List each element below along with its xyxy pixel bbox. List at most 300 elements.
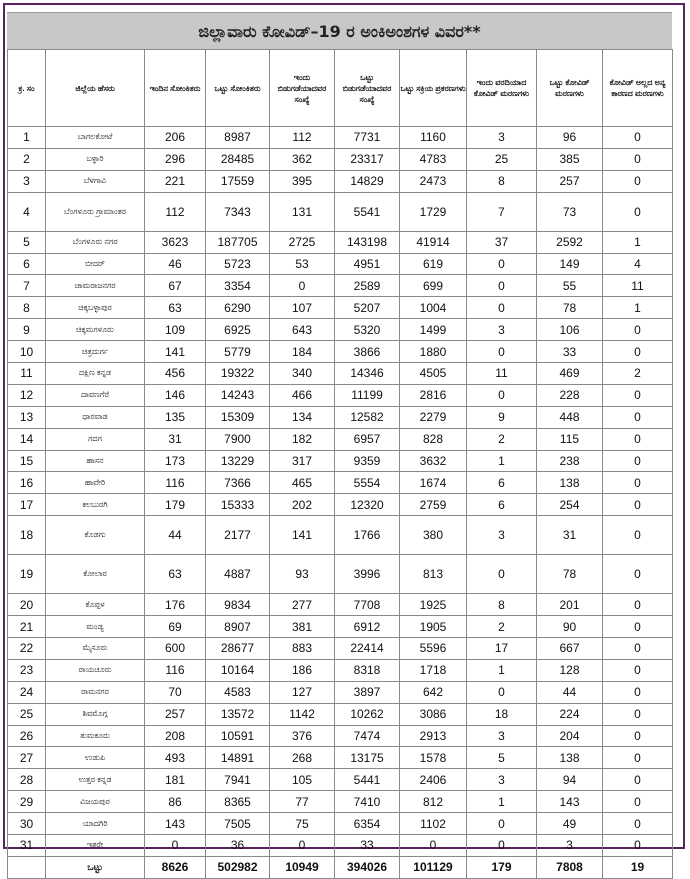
cell-active-cases: 1160 [400, 127, 467, 149]
cell-active-cases: 41914 [400, 231, 467, 253]
cell-today-deaths: 6 [467, 494, 537, 516]
cell-total-cases: 187705 [206, 231, 270, 253]
cell-serial: 25 [8, 703, 46, 725]
cell-active-cases: 1729 [400, 192, 467, 231]
cell-serial: 11 [8, 363, 46, 385]
header-row [8, 50, 673, 127]
cell-total-discharged: 7474 [335, 725, 400, 747]
total-serial [8, 856, 46, 878]
cell-today-deaths: 0 [467, 681, 537, 703]
cell-total-deaths: 128 [537, 659, 603, 681]
cell-today-cases: 173 [145, 450, 206, 472]
cell-total-cases: 7343 [206, 192, 270, 231]
cell-today-deaths: 0 [467, 253, 537, 275]
cell-district: ಬೆಂಗಳೂರು ಗ್ರಾಮಾಂತರ [46, 192, 145, 231]
cell-today-deaths: 0 [467, 813, 537, 835]
cell-today-discharged: 182 [270, 428, 335, 450]
cell-total-cases: 28485 [206, 148, 270, 170]
cell-total-cases: 28677 [206, 638, 270, 660]
cell-total-cases: 6290 [206, 297, 270, 319]
cell-district: ಬಾಗಲಕೋಟೆ [46, 127, 145, 149]
cell-total-deaths: 254 [537, 494, 603, 516]
cell-serial: 1 [8, 127, 46, 149]
cell-district: ಹಾಸನ [46, 450, 145, 472]
cell-total-cases: 17559 [206, 170, 270, 192]
cell-total-cases: 15309 [206, 406, 270, 428]
cell-total-deaths: 149 [537, 253, 603, 275]
cell-serial: 17 [8, 494, 46, 516]
cell-today-cases: 143 [145, 813, 206, 835]
cell-today-discharged: 77 [270, 791, 335, 813]
cell-non-covid-deaths: 0 [603, 638, 673, 660]
cell-today-discharged: 202 [270, 494, 335, 516]
table-row [8, 725, 673, 747]
col-today-deaths: ಇಂದು ವರದಿಯಾದ ಕೋವಿಡ್ ಮರಣಗಳು [467, 50, 537, 127]
cell-today-cases: 86 [145, 791, 206, 813]
cell-total-discharged: 7410 [335, 791, 400, 813]
district-covid-table [7, 49, 673, 879]
cell-serial: 14 [8, 428, 46, 450]
col-total-cases: ಒಟ್ಟು ಸೋಂಕಿತರು [206, 50, 270, 127]
cell-serial: 21 [8, 616, 46, 638]
cell-today-deaths: 6 [467, 472, 537, 494]
cell-total-discharged: 4951 [335, 253, 400, 275]
cell-total-discharged: 13175 [335, 747, 400, 769]
cell-total-discharged: 6354 [335, 813, 400, 835]
cell-active-cases: 5596 [400, 638, 467, 660]
cell-today-deaths: 0 [467, 835, 537, 857]
cell-today-cases: 116 [145, 472, 206, 494]
cell-today-deaths: 0 [467, 341, 537, 363]
total-today-cases: 8626 [145, 856, 206, 878]
cell-serial: 31 [8, 835, 46, 857]
cell-total-discharged: 5207 [335, 297, 400, 319]
col-district: ಜಿಲ್ಲೆಯ ಹೆಸರು [46, 50, 145, 127]
cell-today-deaths: 3 [467, 769, 537, 791]
cell-today-deaths: 37 [467, 231, 537, 253]
cell-total-deaths: 138 [537, 472, 603, 494]
cell-total-discharged: 23317 [335, 148, 400, 170]
cell-non-covid-deaths: 0 [603, 769, 673, 791]
cell-today-deaths: 1 [467, 659, 537, 681]
cell-district: ಗದಗ [46, 428, 145, 450]
table-row [8, 769, 673, 791]
cell-active-cases: 642 [400, 681, 467, 703]
cell-today-cases: 0 [145, 835, 206, 857]
cell-total-discharged: 1766 [335, 516, 400, 555]
col-total-discharged: ಒಟ್ಟು ಬಿಡುಗಡೆಯಾದವರ ಸಂಖ್ಯೆ [335, 50, 400, 127]
table-row [8, 384, 673, 406]
cell-today-cases: 67 [145, 275, 206, 297]
cell-district: ದಾವಣಗೆರೆ [46, 384, 145, 406]
table-row [8, 406, 673, 428]
cell-non-covid-deaths: 0 [603, 406, 673, 428]
cell-district: ಕಲಬುರಗಿ [46, 494, 145, 516]
cell-total-cases: 6925 [206, 319, 270, 341]
cell-non-covid-deaths: 0 [603, 594, 673, 616]
cell-serial: 16 [8, 472, 46, 494]
cell-total-cases: 10164 [206, 659, 270, 681]
cell-today-discharged: 340 [270, 363, 335, 385]
cell-today-cases: 146 [145, 384, 206, 406]
cell-non-covid-deaths: 0 [603, 127, 673, 149]
cell-today-discharged: 93 [270, 555, 335, 594]
cell-today-discharged: 268 [270, 747, 335, 769]
cell-serial: 6 [8, 253, 46, 275]
cell-total-deaths: 106 [537, 319, 603, 341]
cell-serial: 27 [8, 747, 46, 769]
cell-total-discharged: 3866 [335, 341, 400, 363]
cell-district: ರಾಯಚೂರು [46, 659, 145, 681]
cell-today-cases: 181 [145, 769, 206, 791]
cell-total-deaths: 448 [537, 406, 603, 428]
cell-district: ಚಿಕ್ಕಮಗಳೂರು [46, 319, 145, 341]
cell-today-deaths: 5 [467, 747, 537, 769]
cell-active-cases: 828 [400, 428, 467, 450]
cell-today-deaths: 18 [467, 703, 537, 725]
cell-active-cases: 3086 [400, 703, 467, 725]
cell-total-cases: 14891 [206, 747, 270, 769]
cell-total-deaths: 238 [537, 450, 603, 472]
cell-today-cases: 456 [145, 363, 206, 385]
cell-today-deaths: 17 [467, 638, 537, 660]
table-row [8, 472, 673, 494]
cell-total-discharged: 5554 [335, 472, 400, 494]
cell-today-discharged: 465 [270, 472, 335, 494]
cell-total-cases: 13572 [206, 703, 270, 725]
col-serial: ಕ್ರ. ಸಂ [8, 50, 46, 127]
cell-today-cases: 112 [145, 192, 206, 231]
cell-total-deaths: 94 [537, 769, 603, 791]
cell-today-cases: 296 [145, 148, 206, 170]
cell-total-discharged: 8318 [335, 659, 400, 681]
cell-active-cases: 1925 [400, 594, 467, 616]
cell-non-covid-deaths: 0 [603, 472, 673, 494]
total-active-cases: 101129 [400, 856, 467, 878]
cell-today-deaths: 1 [467, 450, 537, 472]
cell-total-deaths: 78 [537, 297, 603, 319]
cell-today-discharged: 112 [270, 127, 335, 149]
table-row [8, 363, 673, 385]
cell-today-cases: 31 [145, 428, 206, 450]
cell-today-discharged: 131 [270, 192, 335, 231]
cell-today-deaths: 3 [467, 319, 537, 341]
col-today-discharged: ಇಂದು ಬಿಡುಗಡೆಯಾದವರ ಸಂಖ್ಯೆ [270, 50, 335, 127]
cell-serial: 18 [8, 516, 46, 555]
cell-total-deaths: 385 [537, 148, 603, 170]
cell-active-cases: 2279 [400, 406, 467, 428]
cell-today-cases: 46 [145, 253, 206, 275]
table-row [8, 450, 673, 472]
cell-active-cases: 1102 [400, 813, 467, 835]
cell-today-cases: 135 [145, 406, 206, 428]
cell-total-deaths: 667 [537, 638, 603, 660]
total-district: ಒಟ್ಟು [46, 856, 145, 878]
cell-total-discharged: 33 [335, 835, 400, 857]
cell-total-cases: 19322 [206, 363, 270, 385]
cell-total-deaths: 33 [537, 341, 603, 363]
cell-total-cases: 13229 [206, 450, 270, 472]
cell-today-discharged: 362 [270, 148, 335, 170]
cell-total-cases: 8365 [206, 791, 270, 813]
cell-non-covid-deaths: 0 [603, 681, 673, 703]
cell-total-deaths: 469 [537, 363, 603, 385]
cell-total-cases: 8987 [206, 127, 270, 149]
cell-active-cases: 813 [400, 555, 467, 594]
cell-serial: 20 [8, 594, 46, 616]
cell-non-covid-deaths: 1 [603, 231, 673, 253]
cell-district: ಮೈಸೂರು [46, 638, 145, 660]
cell-active-cases: 1578 [400, 747, 467, 769]
table-row [8, 638, 673, 660]
cell-serial: 3 [8, 170, 46, 192]
cell-serial: 9 [8, 319, 46, 341]
cell-total-cases: 36 [206, 835, 270, 857]
cell-non-covid-deaths: 0 [603, 703, 673, 725]
cell-serial: 24 [8, 681, 46, 703]
cell-active-cases: 1905 [400, 616, 467, 638]
cell-today-deaths: 1 [467, 791, 537, 813]
cell-active-cases: 4783 [400, 148, 467, 170]
cell-total-deaths: 55 [537, 275, 603, 297]
table-row [8, 747, 673, 769]
cell-serial: 22 [8, 638, 46, 660]
cell-today-discharged: 105 [270, 769, 335, 791]
cell-today-deaths: 0 [467, 555, 537, 594]
cell-total-deaths: 49 [537, 813, 603, 835]
cell-district: ಮಂಡ್ಯ [46, 616, 145, 638]
cell-today-discharged: 317 [270, 450, 335, 472]
cell-today-cases: 63 [145, 555, 206, 594]
cell-today-discharged: 186 [270, 659, 335, 681]
table-row [8, 170, 673, 192]
cell-serial: 10 [8, 341, 46, 363]
cell-today-cases: 206 [145, 127, 206, 149]
table-row [8, 127, 673, 149]
cell-total-deaths: 3 [537, 835, 603, 857]
cell-serial: 13 [8, 406, 46, 428]
cell-today-discharged: 395 [270, 170, 335, 192]
cell-today-discharged: 0 [270, 835, 335, 857]
table-row [8, 594, 673, 616]
cell-total-discharged: 11199 [335, 384, 400, 406]
cell-today-deaths: 8 [467, 594, 537, 616]
cell-today-cases: 116 [145, 659, 206, 681]
cell-non-covid-deaths: 1 [603, 297, 673, 319]
cell-today-discharged: 381 [270, 616, 335, 638]
cell-serial: 30 [8, 813, 46, 835]
cell-serial: 5 [8, 231, 46, 253]
table-row [8, 555, 673, 594]
cell-total-deaths: 73 [537, 192, 603, 231]
cell-non-covid-deaths: 0 [603, 192, 673, 231]
cell-today-discharged: 1142 [270, 703, 335, 725]
cell-total-deaths: 201 [537, 594, 603, 616]
total-total-discharged: 394026 [335, 856, 400, 878]
cell-non-covid-deaths: 2 [603, 363, 673, 385]
cell-total-discharged: 10262 [335, 703, 400, 725]
cell-serial: 29 [8, 791, 46, 813]
cell-today-discharged: 0 [270, 275, 335, 297]
col-total-deaths: ಒಟ್ಟು ಕೋವಿಡ್ ಮರಣಗಳು [537, 50, 603, 127]
cell-non-covid-deaths: 0 [603, 659, 673, 681]
table-row [8, 659, 673, 681]
cell-non-covid-deaths: 0 [603, 170, 673, 192]
cell-active-cases: 2759 [400, 494, 467, 516]
cell-district: ಬೀದರ್ [46, 253, 145, 275]
cell-today-deaths: 0 [467, 275, 537, 297]
cell-today-cases: 257 [145, 703, 206, 725]
cell-total-deaths: 138 [537, 747, 603, 769]
cell-total-cases: 14243 [206, 384, 270, 406]
cell-total-discharged: 143198 [335, 231, 400, 253]
cell-district: ಯಾದಗಿರಿ [46, 813, 145, 835]
cell-total-discharged: 5541 [335, 192, 400, 231]
cell-today-discharged: 107 [270, 297, 335, 319]
cell-total-discharged: 7708 [335, 594, 400, 616]
cell-total-discharged: 7731 [335, 127, 400, 149]
cell-today-discharged: 184 [270, 341, 335, 363]
cell-district: ಉತ್ತರ ಕನ್ನಡ [46, 769, 145, 791]
cell-today-cases: 69 [145, 616, 206, 638]
table-row [8, 231, 673, 253]
cell-non-covid-deaths: 0 [603, 747, 673, 769]
table-row [8, 253, 673, 275]
cell-total-deaths: 204 [537, 725, 603, 747]
cell-district: ಚಾಮರಾಜನಗರ [46, 275, 145, 297]
cell-total-discharged: 14829 [335, 170, 400, 192]
cell-total-cases: 15333 [206, 494, 270, 516]
table-row [8, 319, 673, 341]
cell-total-deaths: 224 [537, 703, 603, 725]
cell-non-covid-deaths: 0 [603, 428, 673, 450]
cell-total-discharged: 6957 [335, 428, 400, 450]
cell-total-deaths: 78 [537, 555, 603, 594]
cell-today-discharged: 127 [270, 681, 335, 703]
col-today-cases: ಇಂದಿನ ಸೋಂಕಿತರು [145, 50, 206, 127]
cell-active-cases: 3632 [400, 450, 467, 472]
cell-district: ವಿಜಯಪುರ [46, 791, 145, 813]
cell-non-covid-deaths: 0 [603, 725, 673, 747]
table-row [8, 616, 673, 638]
cell-today-discharged: 277 [270, 594, 335, 616]
cell-serial: 8 [8, 297, 46, 319]
cell-today-discharged: 134 [270, 406, 335, 428]
cell-district: ಶಿವಮೊಗ್ಗ [46, 703, 145, 725]
cell-active-cases: 2406 [400, 769, 467, 791]
cell-total-discharged: 3897 [335, 681, 400, 703]
table-row [8, 791, 673, 813]
table-title: ಜಿಲ್ಲಾವಾರು ಕೋವಿಡ್–19 ರ ಅಂಕಿಅಂಶಗಳ ವಿವರ** [7, 12, 672, 50]
cell-active-cases: 1880 [400, 341, 467, 363]
cell-today-deaths: 0 [467, 297, 537, 319]
cell-total-cases: 4887 [206, 555, 270, 594]
cell-total-cases: 7505 [206, 813, 270, 835]
cell-serial: 7 [8, 275, 46, 297]
total-today-deaths: 179 [467, 856, 537, 878]
cell-district: ಬೆಂಗಳೂರು ನಗರ [46, 231, 145, 253]
cell-total-deaths: 143 [537, 791, 603, 813]
cell-active-cases: 619 [400, 253, 467, 275]
cell-total-cases: 7366 [206, 472, 270, 494]
cell-total-cases: 10591 [206, 725, 270, 747]
total-total-cases: 502982 [206, 856, 270, 878]
table-row [8, 681, 673, 703]
cell-today-deaths: 3 [467, 516, 537, 555]
cell-active-cases: 1718 [400, 659, 467, 681]
cell-active-cases: 1499 [400, 319, 467, 341]
cell-district: ಕೊಡಗು [46, 516, 145, 555]
cell-non-covid-deaths: 0 [603, 319, 673, 341]
cell-active-cases: 0 [400, 835, 467, 857]
cell-serial: 28 [8, 769, 46, 791]
cell-today-discharged: 53 [270, 253, 335, 275]
cell-total-discharged: 5320 [335, 319, 400, 341]
cell-non-covid-deaths: 0 [603, 148, 673, 170]
cell-total-cases: 5779 [206, 341, 270, 363]
cell-today-discharged: 466 [270, 384, 335, 406]
cell-non-covid-deaths: 0 [603, 813, 673, 835]
cell-today-deaths: 3 [467, 725, 537, 747]
cell-active-cases: 699 [400, 275, 467, 297]
cell-today-discharged: 376 [270, 725, 335, 747]
cell-today-deaths: 0 [467, 384, 537, 406]
cell-total-discharged: 3996 [335, 555, 400, 594]
cell-today-cases: 493 [145, 747, 206, 769]
cell-today-cases: 44 [145, 516, 206, 555]
cell-today-cases: 63 [145, 297, 206, 319]
cell-serial: 4 [8, 192, 46, 231]
cell-today-deaths: 9 [467, 406, 537, 428]
cell-district: ತುಮಕೂರು [46, 725, 145, 747]
cell-active-cases: 2816 [400, 384, 467, 406]
cell-serial: 23 [8, 659, 46, 681]
cell-district: ದಕ್ಷಿಣ ಕನ್ನಡ [46, 363, 145, 385]
cell-total-deaths: 90 [537, 616, 603, 638]
cell-active-cases: 1004 [400, 297, 467, 319]
cell-total-deaths: 228 [537, 384, 603, 406]
cell-serial: 12 [8, 384, 46, 406]
cell-serial: 19 [8, 555, 46, 594]
cell-non-covid-deaths: 0 [603, 616, 673, 638]
cell-total-discharged: 12320 [335, 494, 400, 516]
cell-active-cases: 1674 [400, 472, 467, 494]
cell-today-deaths: 2 [467, 428, 537, 450]
cell-district: ಚಿತ್ರದುರ್ಗ [46, 341, 145, 363]
cell-today-discharged: 883 [270, 638, 335, 660]
cell-today-cases: 179 [145, 494, 206, 516]
table-row [8, 813, 673, 835]
cell-non-covid-deaths: 0 [603, 516, 673, 555]
cell-today-cases: 141 [145, 341, 206, 363]
cell-district: ಕೋಲಾರ [46, 555, 145, 594]
cell-non-covid-deaths: 0 [603, 791, 673, 813]
col-non-covid-deaths: ಕೋವಿಡ್ ಅಲ್ಲದ ಅನ್ಯ ಕಾರಣದ ಮರಣಗಳು [603, 50, 673, 127]
cell-non-covid-deaths: 4 [603, 253, 673, 275]
cell-today-discharged: 75 [270, 813, 335, 835]
cell-total-discharged: 12582 [335, 406, 400, 428]
cell-active-cases: 2473 [400, 170, 467, 192]
cell-today-cases: 70 [145, 681, 206, 703]
cell-total-cases: 2177 [206, 516, 270, 555]
cell-today-deaths: 8 [467, 170, 537, 192]
cell-district: ಕೊಪ್ಪಳ [46, 594, 145, 616]
cell-total-cases: 7900 [206, 428, 270, 450]
col-active-cases: ಒಟ್ಟು ಸಕ್ರಿಯ ಪ್ರಕರಣಗಳು [400, 50, 467, 127]
cell-district: ರಾಮನಗರ [46, 681, 145, 703]
cell-district: ಇತರೇ [46, 835, 145, 857]
table-row [8, 835, 673, 857]
